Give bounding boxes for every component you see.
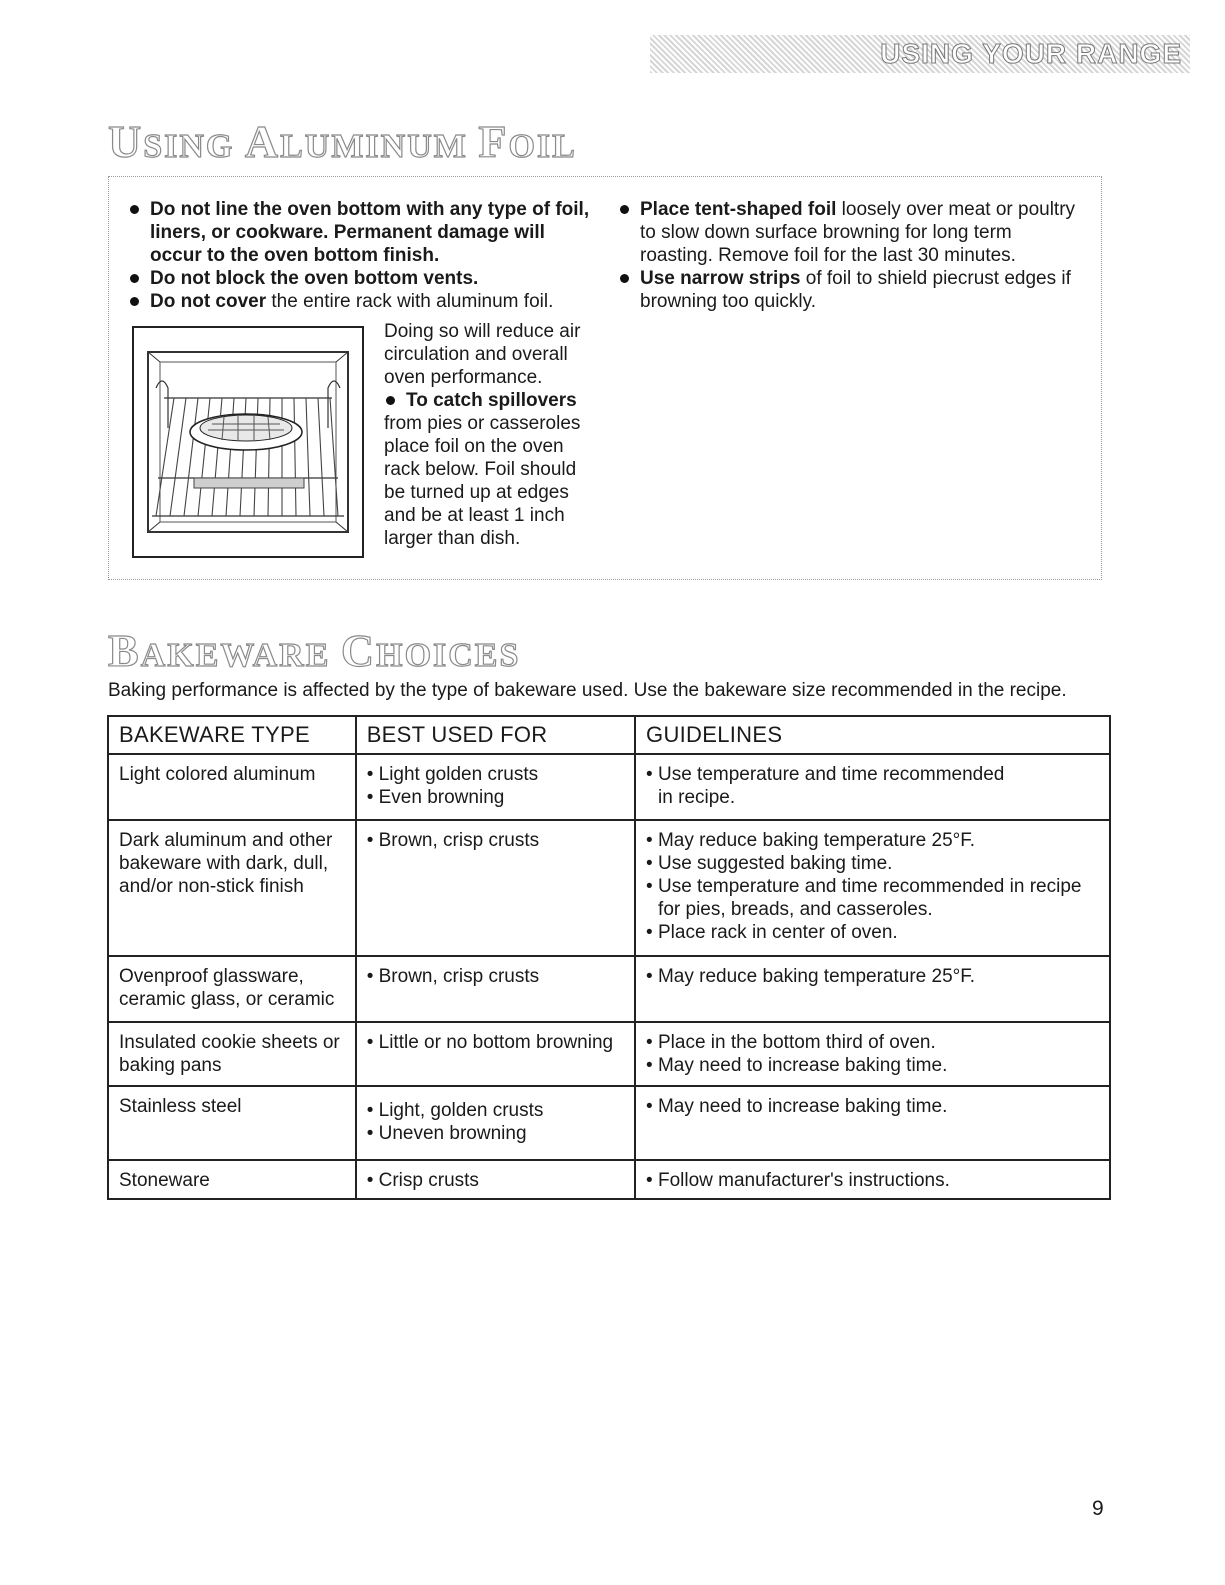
foil-left-column [128, 198, 598, 313]
cell-text: • Place rack in center of oven. [646, 922, 898, 943]
bakeware-section-title: BAKEWARE CHOICES [108, 625, 521, 676]
cell-text: • May need to increase baking time. [646, 1055, 948, 1076]
table-row [108, 820, 1110, 956]
cell-best-used-for [356, 1086, 635, 1160]
foil-bullet-1: Do not line the oven bottom with any type of foil, liners, or cookware. Permanent damage will occur to the oven bottom finish. [128, 198, 590, 267]
cell-best-used-for [356, 1022, 635, 1086]
bakeware-intro: Baking performance is affected by the type of bakeware used. Use the bakeware size recommended in the recipe. [108, 680, 1067, 701]
cell-text: Stoneware [119, 1170, 210, 1191]
table-row [108, 1086, 1110, 1160]
header-guidelines: GUIDELINES [635, 716, 1110, 754]
cell-text: • Little or no bottom browning [366, 1032, 614, 1053]
foil-right-bullet-2: Use narrow strips of foil to shield piecrust edges if browning too quickly. [618, 267, 1088, 313]
cell-text: • Place in the bottom third of oven. [646, 1032, 936, 1053]
cell-best-used-for [356, 956, 635, 1022]
cell-best-used-for [356, 820, 635, 956]
cell-text: Insulated cookie sheets or [119, 1032, 340, 1053]
cell-best-used-for [356, 1160, 635, 1199]
foil-bullet-2: Do not block the oven bottom vents. [128, 267, 598, 290]
cell-text: for pies, breads, and casseroles. [658, 899, 933, 920]
bakeware-table [107, 715, 1111, 1200]
foil-bullet-4: To catch spillovers [384, 389, 599, 412]
cell-text: • Follow manufacturer's instructions. [646, 1170, 950, 1191]
foil-bullet-4-text: from pies or casseroles place foil on the oven rack below. Foil should be turned up at edges and be at least 1 inch larger than dish. [384, 413, 581, 549]
header-title: USING YOUR RANGE [880, 38, 1182, 69]
table-row [108, 1160, 1110, 1199]
cell-text: Stainless steel [119, 1096, 242, 1117]
cell-text: Ovenproof glassware, [119, 966, 304, 987]
cell-bakeware-type [108, 1022, 356, 1086]
foil-right-bullet-1: Place tent-shaped foil loosely over meat or poultry to slow down surface browning for long term roasting. Remove foil for the last 30 minutes. [618, 198, 1088, 267]
cell-text: • Crisp crusts [366, 1170, 479, 1191]
cell-text: Dark aluminum and other [119, 830, 333, 851]
cell-text: • May reduce baking temperature 25°F. [646, 966, 976, 987]
cell-bakeware-type [108, 754, 356, 820]
cell-text: • Use temperature and time recommended [646, 764, 1005, 785]
cell-text: • Brown, crisp crusts [366, 830, 540, 851]
table-row [108, 754, 1110, 820]
cell-text: • Light golden crusts [366, 764, 539, 785]
cell-text: • Use suggested baking time. [646, 853, 893, 874]
cell-best-used-for [356, 754, 635, 820]
table-header-row [108, 716, 1110, 754]
cell-bakeware-type [108, 820, 356, 956]
cell-bakeware-type [108, 956, 356, 1022]
cell-guidelines [635, 754, 1110, 820]
foil-section-title: USING ALUMINUM FOIL [108, 116, 577, 167]
header-best-used-for: BEST USED FOR [356, 716, 635, 754]
table-row [108, 1022, 1110, 1086]
cell-guidelines [635, 820, 1110, 956]
foil-inset-text [384, 320, 599, 550]
cell-text: • Light, golden crusts [366, 1100, 544, 1121]
cell-guidelines [635, 1086, 1110, 1160]
table-row [108, 956, 1110, 1022]
cell-text: • Use temperature and time recommended in recipe [646, 876, 1082, 897]
foil-bullet-3: Do not cover the entire rack with aluminum foil. [128, 290, 598, 313]
cell-guidelines [635, 956, 1110, 1022]
cell-text: • Brown, crisp crusts [366, 966, 540, 987]
cell-guidelines [635, 1022, 1110, 1086]
cell-guidelines [635, 1160, 1110, 1199]
cell-text: bakeware with dark, dull, [119, 853, 329, 874]
page-number: 9 [1092, 1497, 1104, 1520]
header-band [650, 35, 1190, 73]
cell-text: and/or non-stick finish [119, 876, 304, 897]
cell-text: • Uneven browning [366, 1123, 527, 1144]
foil-bullet-3-continued: Doing so will reduce air circulation and overall oven performance. [384, 321, 581, 388]
cell-text: ceramic glass, or ceramic [119, 989, 335, 1010]
cell-text: • May reduce baking temperature 25°F. [646, 830, 976, 851]
oven-rack-pie-illustration [134, 328, 362, 556]
cell-bakeware-type [108, 1160, 356, 1199]
cell-text: baking pans [119, 1055, 222, 1076]
cell-text: • Even browning [366, 787, 505, 808]
foil-right-column [618, 198, 1088, 313]
cell-text: • May need to increase baking time. [646, 1096, 948, 1117]
oven-illustration-frame [132, 326, 364, 558]
cell-bakeware-type [108, 1086, 356, 1160]
cell-text: Light colored aluminum [119, 764, 316, 785]
header-bakeware-type: BAKEWARE TYPE [108, 716, 356, 754]
cell-text: in recipe. [658, 787, 736, 808]
